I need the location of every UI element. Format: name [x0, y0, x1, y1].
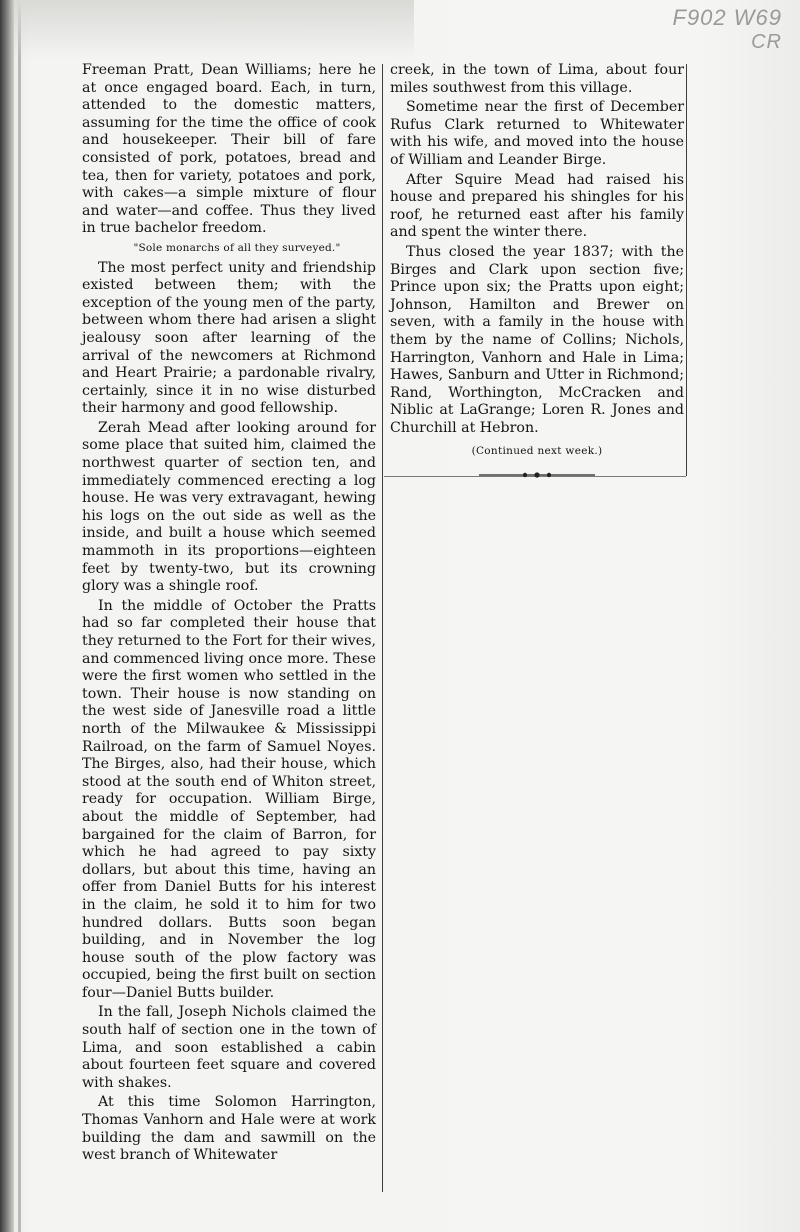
paragraph: Thus closed the year 1837; with the Birges and Clark upon section five; Prince upon six; the Pratts upon eight; Johnson, Hamilton and Brewer on seven, with a family in the house with them by the name of Collins; Nichols, Harrington, Vanhorn and Hale in Lima; Hawes, Sanburn and Utter in Richmond; Rand, Worthington, McCracken and Niblic at LaGrange; Loren R. Jones and Churchill at Hebron.: [390, 243, 684, 436]
catalog-annotation: [673, 6, 783, 54]
catalog-initials: CR: [751, 31, 782, 53]
paragraph: Zerah Mead after looking around for some place that suited him, claimed the northwest quarter of section ten, and immediately commenced erecting a log house. He was very extravagant, hewing his logs on the out side as well as the inside, and built a house which seemed mammoth in its proportions—eighteen feet by twenty-two, but its crowning glory was a shingle roof.: [82, 419, 376, 595]
paragraph: In the middle of October the Pratts had so far completed their house that they returned to the Fort for their wives, and commenced living once more. These were the first women who settled in the town. Their house is now standing on the west side of Janesville road a little north of the Milwaukee & Mississippi Railroad, on the farm of Samuel Noyes. The Birges, also, had their house, which stood at the south end of Whiton street, ready for occupation. William Birge, about the middle of September, had bargained for the claim of Barron, for which he had agreed to pay sixty dollars, but about this time, having an offer from Daniel Butts for his interest in the claim, he sold it to him for two hundred dollars. Butts soon began building, and in November the log house south of the plow factory was occupied, being the first built on section four—Daniel Butts builder.: [82, 597, 376, 1001]
scan-top-shadow: [14, 0, 414, 60]
paragraph: Freeman Pratt, Dean Williams; here he at once engaged board. Each, in turn, attended to the domestic matters, assuming for the time the office of cook and housekeeper. Their bill of fare consisted of pork, potatoes, bread and tea, then for variety, potatoes and pork, with cakes—a simple mixture of flour and water—and coffee. Thus they lived in true bachelor freedom.: [82, 62, 376, 237]
paragraph: creek, in the town of Lima, about four miles southwest from this village.: [390, 62, 684, 96]
paragraph: The most perfect unity and friendship existed between them; with the exception of the young men of the party, between whom there had arisen a slight jealousy soon after learning of the arrival of the newcomers at Richmond and Heart Prairie; a pardonable rivalry, certainly, since it in no wise disturbed their harmony and good fellowship.: [82, 259, 376, 417]
left-column: [82, 62, 376, 1167]
right-column: [390, 62, 684, 481]
quote-line: "Sole monarchs of all they surveyed.": [133, 241, 341, 254]
paragraph: In the fall, Joseph Nichols claimed the south half of section one in the town of Lima, and soon established a cabin about fourteen feet square and covered with shakes.: [82, 1004, 376, 1091]
continued-note: (Continued next week.): [471, 445, 603, 458]
column-rule: [382, 64, 383, 1192]
scan-edge-stripe: [18, 0, 21, 1232]
scan-left-edge: [0, 0, 14, 1232]
call-number: F902 W69: [672, 5, 782, 30]
paragraph: Sometime near the first of December Rufus Clark returned to Whitewater with his wife, and moved into the house of William and Leander Birge.: [390, 99, 684, 168]
ornament-rule: [477, 469, 597, 481]
clipping-right-border: [686, 64, 687, 476]
paragraph: At this time Solomon Harrington, Thomas Vanhorn and Hale were at work building the dam and sawmill on the west branch of Whitewater: [82, 1094, 376, 1164]
paragraph: After Squire Mead had raised his house and prepared his shingles for his roof, he returned east after his family and spent the winter there.: [390, 171, 684, 241]
newspaper-clipping: [78, 62, 690, 1194]
